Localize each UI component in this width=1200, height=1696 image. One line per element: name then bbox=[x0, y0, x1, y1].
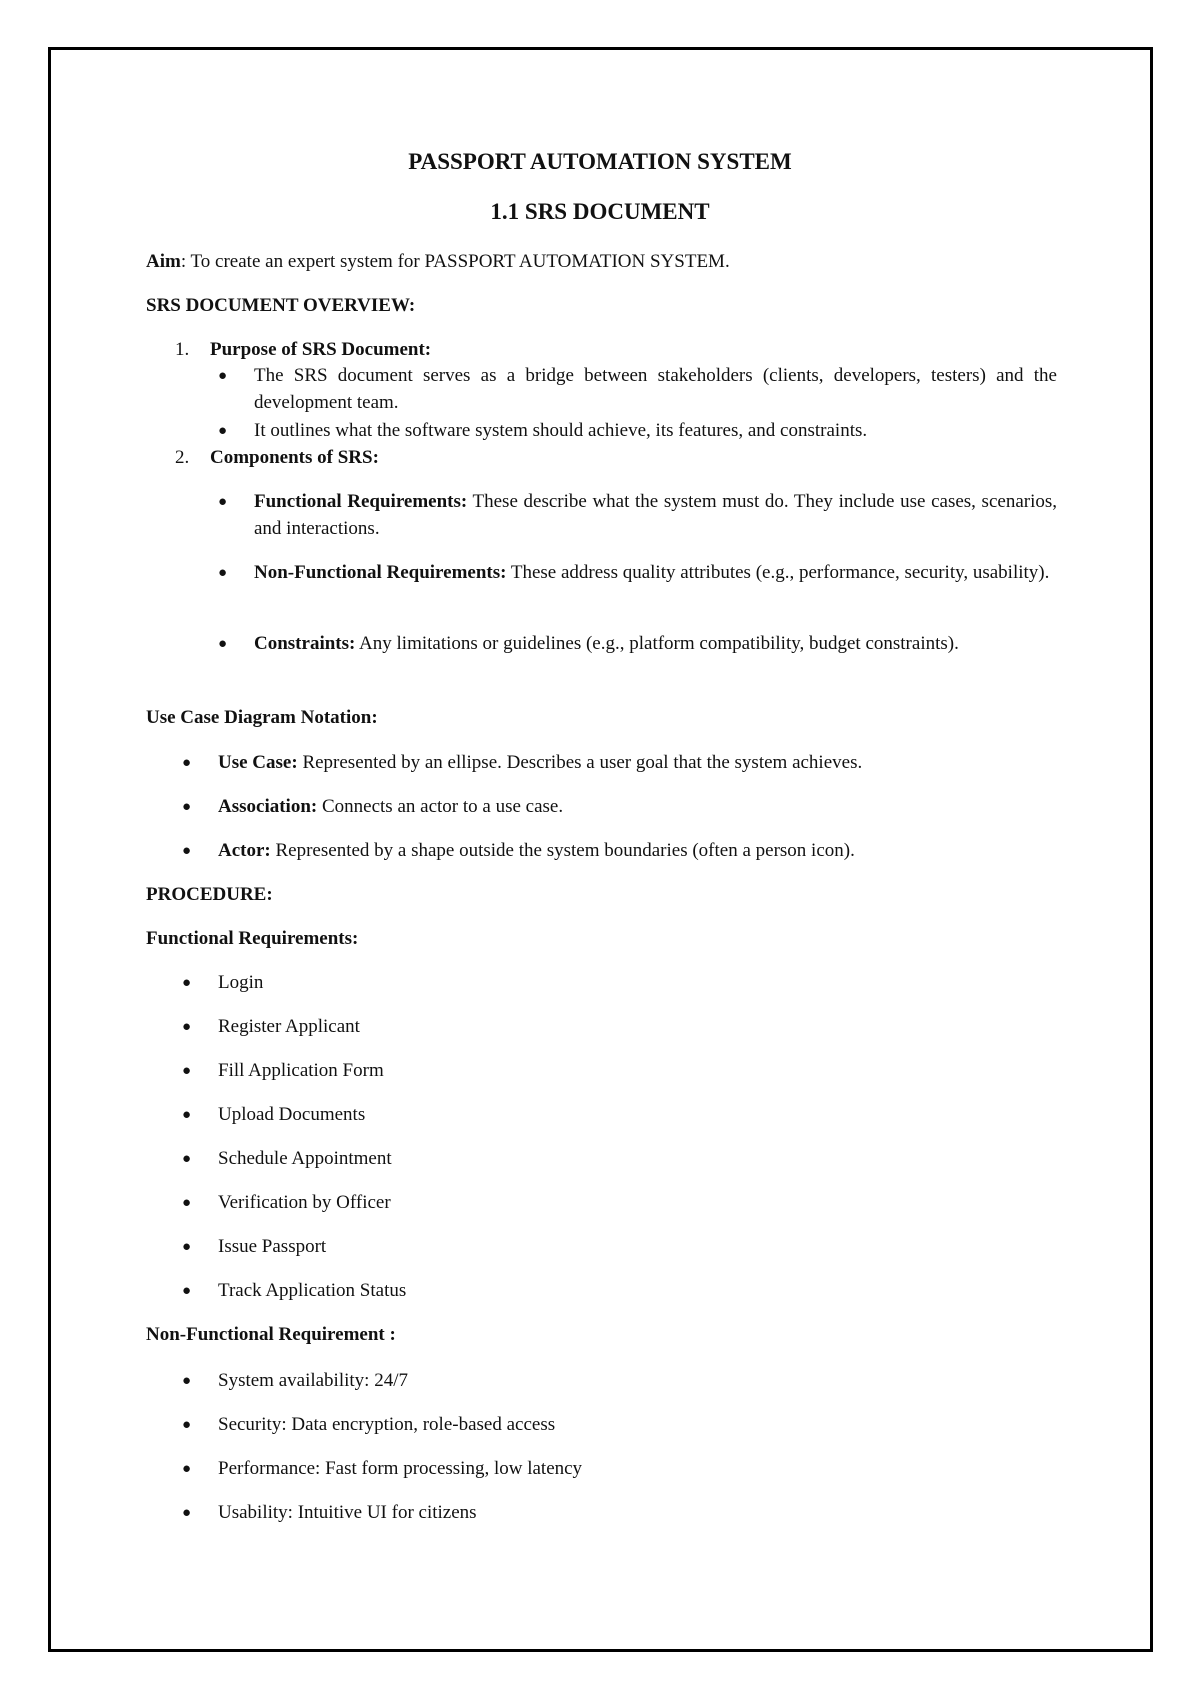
notation-heading: Use Case Diagram Notation: bbox=[146, 707, 378, 728]
bullet-icon: ● bbox=[182, 1283, 192, 1299]
nonfunctional-item: Usability: Intuitive UI for citizens bbox=[218, 1502, 477, 1523]
bullet-icon: ● bbox=[182, 843, 192, 859]
functional-item: Schedule Appointment bbox=[218, 1148, 392, 1169]
notation-use-case: Use Case: Represented by an ellipse. Describes a user goal that the system achieves. bbox=[218, 752, 863, 773]
nonfunctional-item: Security: Data encryption, role-based access bbox=[218, 1414, 556, 1435]
purpose-bullet-1: The SRS document serves as a bridge between stakeholders (clients, developers, testers) and the development team. bbox=[254, 365, 1057, 413]
page-subtitle: 1.1 SRS DOCUMENT bbox=[490, 199, 710, 224]
bullet-icon: ● bbox=[218, 494, 228, 510]
bullet-icon: ● bbox=[182, 975, 192, 991]
purpose-heading: Purpose of SRS Document: bbox=[210, 339, 432, 360]
functional-item: Upload Documents bbox=[218, 1104, 366, 1125]
components-heading: Components of SRS: bbox=[210, 447, 379, 468]
functional-item: Issue Passport bbox=[218, 1236, 327, 1257]
component-constraints: Constraints: Any limitations or guidelines (e.g., platform compatibility, budget constraints). bbox=[254, 633, 959, 654]
page-title: PASSPORT AUTOMATION SYSTEM bbox=[408, 149, 792, 174]
functional-item: Verification by Officer bbox=[218, 1192, 391, 1213]
nonfunctional-heading: Non-Functional Requirement : bbox=[146, 1324, 396, 1345]
notation-association: Association: Connects an actor to a use case. bbox=[218, 796, 564, 817]
bullet-icon: ● bbox=[182, 799, 192, 815]
bullet-icon: ● bbox=[182, 1461, 192, 1477]
bullet-icon: ● bbox=[182, 1063, 192, 1079]
bullet-icon: ● bbox=[182, 1417, 192, 1433]
overview-heading: SRS DOCUMENT OVERVIEW: bbox=[146, 295, 416, 316]
bullet-icon: ● bbox=[218, 368, 228, 384]
component-functional: Functional Requirements: These describe what the system must do. They include use cases, scenarios, and interactions. bbox=[254, 491, 1057, 539]
nonfunctional-item: System availability: 24/7 bbox=[218, 1370, 408, 1391]
functional-item: Register Applicant bbox=[218, 1016, 360, 1037]
bullet-icon: ● bbox=[182, 1195, 192, 1211]
bullet-icon: ● bbox=[182, 1239, 192, 1255]
bullet-icon: ● bbox=[182, 1373, 192, 1389]
aim-label: Aim bbox=[146, 251, 181, 272]
bullet-icon: ● bbox=[182, 755, 192, 771]
functional-item: Fill Application Form bbox=[218, 1060, 384, 1081]
bullet-icon: ● bbox=[182, 1151, 192, 1167]
functional-heading: Functional Requirements: bbox=[146, 928, 359, 949]
purpose-bullet-2: It outlines what the software system should achieve, its features, and constraints. bbox=[254, 420, 868, 441]
notation-actor: Actor: Represented by a shape outside the system boundaries (often a person icon). bbox=[218, 840, 855, 861]
bullet-icon: ● bbox=[218, 565, 228, 581]
aim-text: : To create an expert system for PASSPORT AUTOMATION SYSTEM. bbox=[180, 251, 730, 272]
bullet-icon: ● bbox=[218, 636, 228, 652]
item-number-2: 2. bbox=[175, 447, 190, 468]
aim-line bbox=[146, 250, 730, 274]
bullet-icon: ● bbox=[182, 1505, 192, 1521]
procedure-heading: PROCEDURE: bbox=[146, 884, 273, 905]
bullet-icon: ● bbox=[182, 1019, 192, 1035]
component-nonfunctional: Non-Functional Requirements: These address quality attributes (e.g., performance, security, usability). bbox=[254, 562, 1050, 583]
functional-item: Login bbox=[218, 972, 264, 993]
bullet-icon: ● bbox=[218, 423, 228, 439]
bullet-icon: ● bbox=[182, 1107, 192, 1123]
item-number-1: 1. bbox=[175, 339, 190, 360]
nonfunctional-item: Performance: Fast form processing, low latency bbox=[218, 1458, 583, 1479]
functional-item: Track Application Status bbox=[218, 1280, 407, 1301]
